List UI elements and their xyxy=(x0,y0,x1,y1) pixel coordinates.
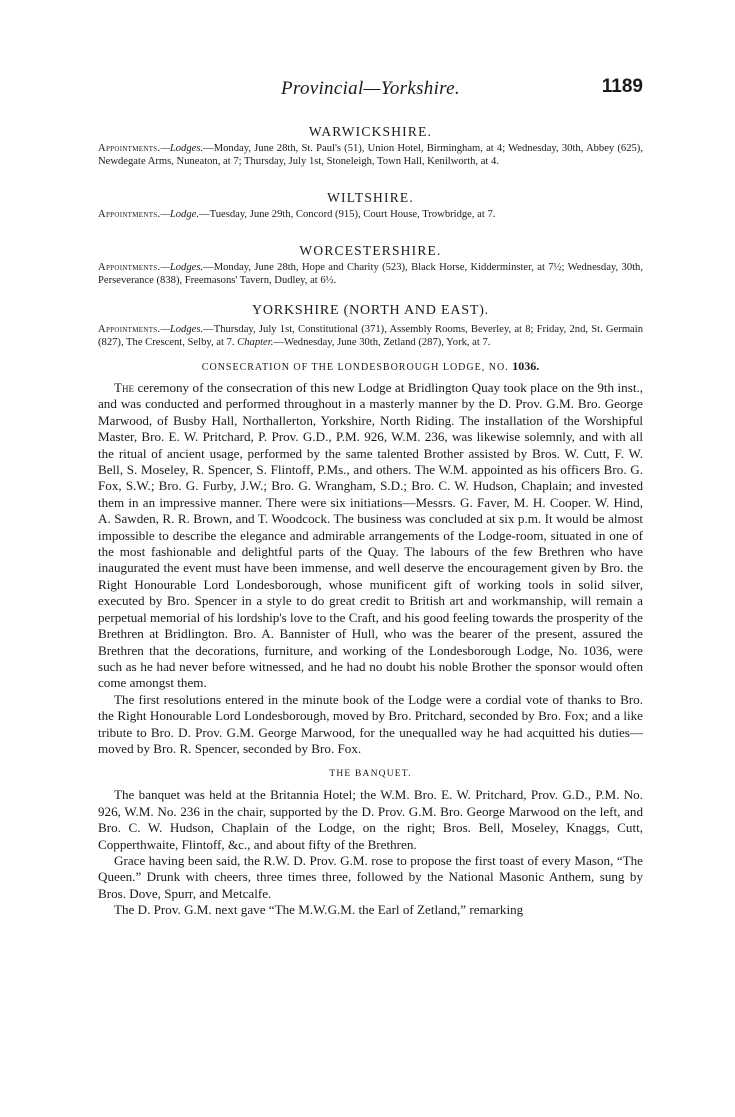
appointments-label: Appointments. xyxy=(98,262,161,273)
running-title: Provincial—Yorkshire. xyxy=(281,78,460,99)
appointments-label: Appointments. xyxy=(98,209,161,220)
chapter-text: —Wednesday, June 30th, Zetland (287), York, at 7. xyxy=(273,337,491,348)
paragraph-text: ceremony of the consecration of this new Lodge at Bridlington Quay took place on the 9th inst., and was conducted and performed throughout in a masterly manner by the D. Prov. G.M. Bro. George Marwood, of Busby Hall, Northallerton, Yorkshire, North Riding. The installation of the Worshipful Master, Bro. E. W. Pritchard, P. Prov. G.D., P.M. 926, W.M. 236, was likewise solemnly, and with all the ritual of ancient usage, performed by the same talented Brother assisted by Bros. W. Cutt, F. W. Bell, S. Moseley, R. Spencer, S. Flintoff, P.Ms., and others. The W.M. appointed as his officers Bro. G. Fox, S.W.; Bro. G. Furby, J.W.; Bro. G. Wrangham, S.D.; Bro. C. W. Hudson, Chaplain; and invested them in an impressive manner. There were six initiations—Messrs. G. Faver, M. H. Cooper. W. Hind, A. Sawden, R. R. Brown, and T. Woodcock. The business was concluded at six p.m. It would be almost impossible to describe the elegance and admirable arrangements of the Lodge-room, situated in one of the most fashionable and delightful parts of the Quay. The labours of the few Brethren who have inaugurated the event must have been immense, and well deserve the encouragement given by Bro. the Right Honourable Lord Londesborough, whose munificent gift of working tools in solid silver, executed by Bro. Spencer in a style to do great credit to British art and workmanship, will remain a perpetual memorial of his lordship's love to the Craft, and his good feeling towards the prosperity of the Brethren at Bridlington. Bro. A. Bannister of Hull, who was the bearer of the present, assured the Brethren that the decorations, furniture, and working of the Londesborough Lodge, No. 1036, were such as he had never before witnessed, and he had no doubt his noble Brother the sponsor would often come amongst them. xyxy=(98,380,643,691)
yorkshire-appointments xyxy=(98,323,643,349)
lodge-label: —Lodge. xyxy=(160,209,199,220)
consecration-paragraph-2: The first resolutions entered in the minute book of the Lodge were a cordial vote of thanks to Bro. the Right Honourable Lord Londesborough, moved by Bro. Pritchard, seconded by Bro. Fox; and a like tribute to Bro. D. Prov. G.M. George Marwood, for the unequalled way he had acquitted his duties—moved by Bro. R. Spencer, seconded by Bro. Fox. xyxy=(98,691,643,756)
wiltshire-appointments xyxy=(98,208,643,221)
appointments-label: Appointments. xyxy=(98,143,161,154)
page-number: 1189 xyxy=(601,76,643,97)
banquet-heading: THE BANQUET. xyxy=(329,769,412,780)
banquet-paragraph-3: The D. Prov. G.M. next gave “The M.W.G.M. the Earl of Zetland,” remarking xyxy=(114,902,524,918)
worcestershire-appointments xyxy=(98,261,643,287)
appointments-text: —Monday, June 28th, St. Paul's (51), Union Hotel, Birmingham, at 4; Wednesday, 30th, Abbey (625), Newdegate Arms, Nuneaton, at 7; Thursday, July 1st, Stoneleigh, Town Hall, Kenilworth, at 4. xyxy=(98,143,643,167)
appointments-text: —Thursday, July 1st, Constitutional (371), Assembly Rooms, Beverley, at 8; Friday, 2nd, St. Germain (827), The Crescent, Selby, at 7. xyxy=(98,324,643,348)
chapter-label: Chapter. xyxy=(237,337,274,348)
warwickshire-appointments xyxy=(98,142,643,168)
appointments-label: Appointments. xyxy=(98,324,161,335)
warwickshire-heading: WARWICKSHIRE. xyxy=(308,124,433,139)
yorkshire-heading: YORKSHIRE (NORTH AND EAST). xyxy=(252,303,489,318)
consecration-heading xyxy=(98,359,643,374)
lodges-label: —Lodges. xyxy=(160,324,204,335)
appointments-text: —Tuesday, June 29th, Concord (915), Court House, Trowbridge, at 7. xyxy=(199,209,496,220)
lodges-label: —Lodges. xyxy=(160,143,204,154)
worcestershire-heading: WORCESTERSHIRE. xyxy=(299,243,442,258)
banquet-paragraph-1: The banquet was held at the Britannia Hotel; the W.M. Bro. E. W. Pritchard, Prov. G.D., P.M. No. 926, W.M. No. 236 in the chair, supported by the D. Prov. G.M. Bro. George Marwood on the left, and Bro. C. W. Hudson, Chaplain of the Lodge, on the right; Bros. Bell, Moseley, Knaggs, Cutt, Copperthwaite, Flintoff, &c., and about fifty of the Brethren. xyxy=(98,787,643,852)
appointments-text: —Monday, June 28th, Hope and Charity (523), Black Horse, Kidderminster, at 7½; Wednesday, 30th, Perseverance (838), Freemasons' Tavern, Dudley, at 6½. xyxy=(98,262,643,286)
banquet-paragraph-2: Grace having been said, the R.W. D. Prov. G.M. rose to propose the first toast of every Mason, “The Queen.” Drunk with cheers, three times three, followed by the National Masonic Anthem, sung by Bros. Dove, Spurr, and Metcalfe. xyxy=(98,852,643,901)
wiltshire-heading: WILTSHIRE. xyxy=(327,190,414,205)
consecration-heading-text: CONSECRATION OF THE LONDESBOROUGH LODGE, NO. xyxy=(201,362,509,373)
lodges-label: —Lodges. xyxy=(160,262,204,273)
first-word: The xyxy=(114,380,134,395)
lodge-number: 1036. xyxy=(512,359,540,373)
consecration-paragraph-1 xyxy=(98,380,643,692)
running-head xyxy=(98,72,643,102)
